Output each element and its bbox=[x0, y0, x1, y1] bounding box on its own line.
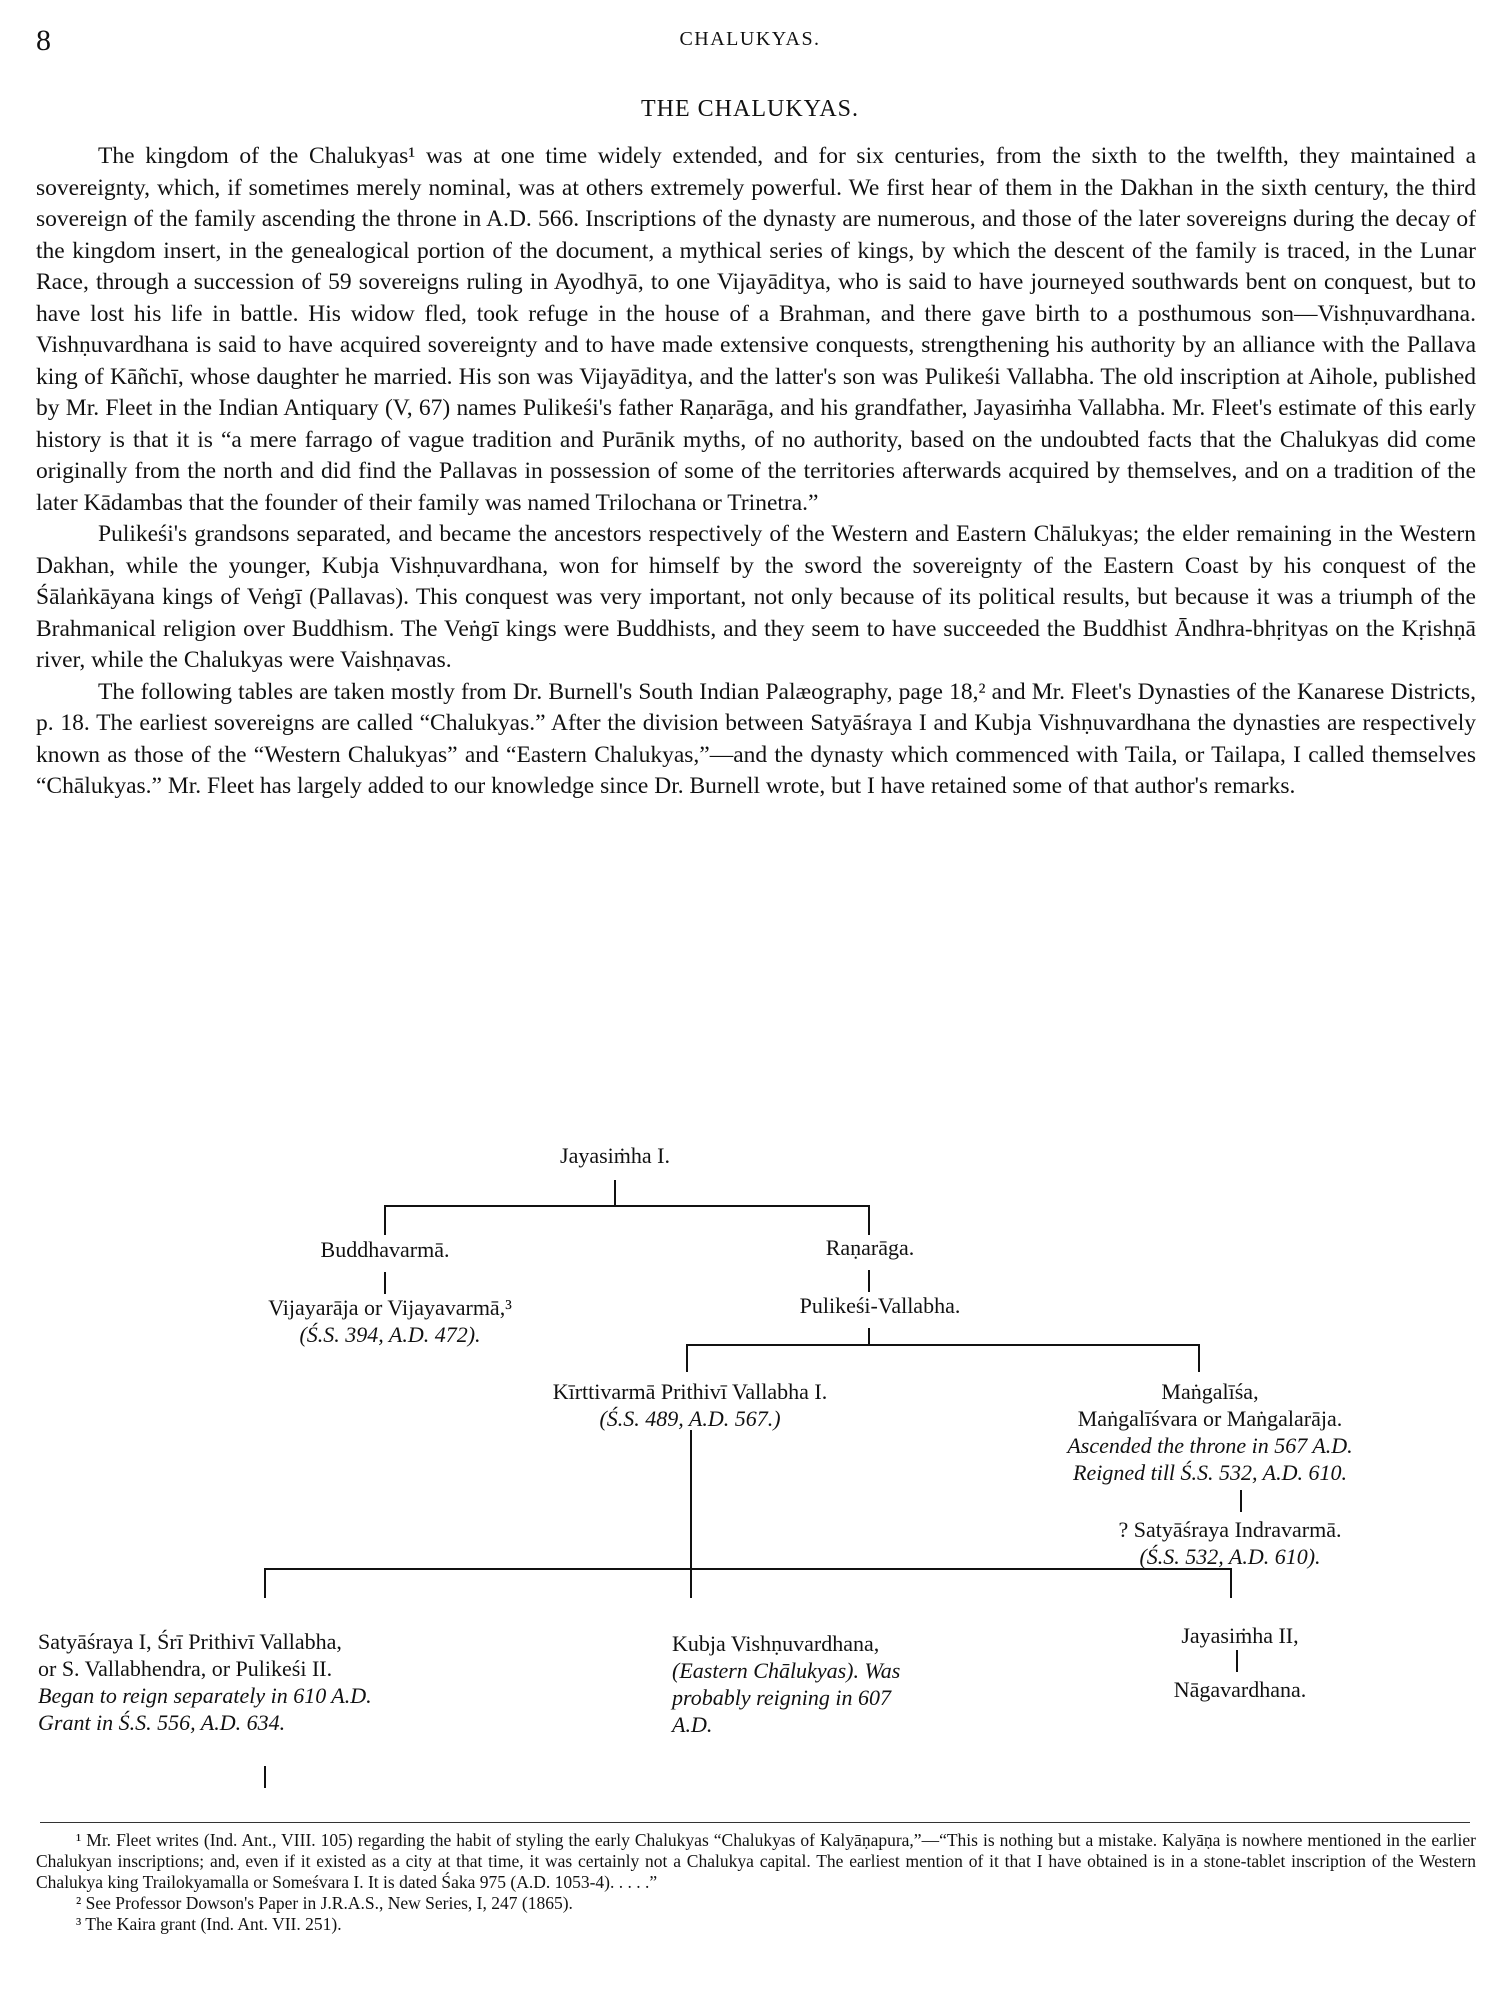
footnote-2: ² See Professor Dowson's Paper in J.R.A.S., New Series, I, 247 (1865). bbox=[76, 1893, 573, 1913]
node-name: Vijayarāja or Vijayavarmā,³ bbox=[268, 1295, 512, 1320]
node-jayasimha-i bbox=[470, 1142, 760, 1169]
node-name: Jayasiṁha II, bbox=[1181, 1623, 1299, 1648]
paragraph: Pulikeśi's grandsons separated, and became the ancestors respectively of the Western and Eastern Chālukyas; the elder remaining in the Western Dakhan, while the younger, Kubja Vishṇuvardhana, won for himself by the sword the sovereignty of the Eastern Coast by his conquest of the Śālaṅkāyana kings of Veṅgī (Pallavas). This conquest was very important, not only because of its political results, but because it was a triumph of the Brahmanical religion over Buddhism. The Veṅgī kings were Buddhists, and they seem to have succeeded the Buddhist Āndhra-bhṛityas on the Kṛishṇā river, while the Chalukyas were Vaishṇavas. bbox=[36, 521, 1476, 673]
node-jayasimha-ii bbox=[1110, 1622, 1370, 1649]
node-name: Pulikeśi-Vallabha. bbox=[799, 1293, 961, 1318]
node-note: probably reigning in 607 bbox=[672, 1685, 891, 1710]
node-alt-name: Maṅgalīśvara or Maṅgalarāja. bbox=[1077, 1406, 1343, 1431]
tree-line bbox=[690, 1430, 692, 1568]
tree-line bbox=[264, 1766, 266, 1788]
node-name: Kīrttivarmā Prithivī Vallabha I. bbox=[552, 1379, 828, 1404]
tree-line bbox=[1240, 1490, 1242, 1512]
tree-line bbox=[868, 1205, 870, 1235]
node-kubja-vishnuvardhana bbox=[672, 1630, 1032, 1738]
node-buddhavarma bbox=[260, 1236, 510, 1263]
tree-line bbox=[686, 1344, 688, 1372]
node-name: Raṇarāga. bbox=[825, 1235, 915, 1260]
node-note: Grant in Ś.S. 556, A.D. 634. bbox=[38, 1710, 286, 1735]
tree-line bbox=[1236, 1650, 1238, 1672]
paragraph: The kingdom of the Chalukyas¹ was at one time widely extended, and for six centuries, from the sixth to the twelfth, they maintained a sovereignty, which, if sometimes merely nominal, was at others extremely powerful. We first hear of them in the Dakhan in the sixth century, the third sovereign of the family ascending the throne in A.D. 566. Inscriptions of the dynasty are numerous, and those of the later sovereigns during the decay of the kingdom insert, in the genealogical portion of the document, a mythical series of kings, by which the descent of the family is traced, in the Lunar Race, through a succession of 59 sovereigns ruling in Ayodhyā, to one Vijayāditya, who is said to have journeyed southwards bent on conquest, but to have lost his life in battle. His widow fled, took refuge in the house of a Brahman, and there gave birth to a posthumous son—Vishṇuvardhana. Vishṇuvardhana is said to have acquired sovereignty and to have made extensive conquests, strengthening his authority by an alliance with the Pallava king of Kāñchī, whose daughter he married. His son was Vijayāditya, and the latter's son was Pulikeśi Vallabha. The old inscription at Aihole, published by Mr. Fleet in the Indian Antiquary (V, 67) names Pulikeśi's father Raṇarāga, and his grandfather, Jayasiṁha Vallabha. Mr. Fleet's estimate of this early history is that it is “a mere farrago of vague tradition and Purānik myths, of no authority, based on the undoubted facts that the Chalukyas did come originally from the north and did find the Pallavas in possession of some of the territories afterwards acquired by themselves, and on a tradition of the later Kādambas that the founder of their family was named Trilochana or Trinetra.” bbox=[36, 143, 1476, 516]
node-satyasraya-i bbox=[38, 1628, 598, 1736]
node-satyasraya-indravarma bbox=[1050, 1516, 1410, 1570]
footnote-1: ¹ Mr. Fleet writes (Ind. Ant., VIII. 105) regarding the habit of styling the early Chalukyas “Chalukyas of Kalyāṇapura,”—“This is nothing but a mistake. Kalyāṇa is nowhere mentioned in the earlier Chalukyan inscriptions; and, even if it existed as a city at that time, it was certainly not a Chalukya capital. The earliest mention of it that I have obtained is in a stone-tablet inscription of the Western Chalukya king Trailokyamalla or Someśvara I. It is dated Śaka 975 (A.D. 1053-4). . . . .” bbox=[36, 1830, 1476, 1892]
node-pulikesi bbox=[740, 1292, 1020, 1319]
paragraph: The following tables are taken mostly from Dr. Burnell's South Indian Palæography, page 18,² and Mr. Fleet's Dynasties of the Kanarese Districts, p. 18. The earliest sovereigns are called “Chalukyas.” After the division between Satyāśraya I and Kubja Vishṇuvardhana the dynasties are respectively known as those of the “Western Chalukyas” and “Eastern Chalukyas,”—and the dynasty which commenced with Taila, or Tailapa, I called themselves “Chālukyas.” Mr. Fleet has largely added to our knowledge since Dr. Burnell wrote, but I have retained some of that author's remarks. bbox=[36, 678, 1476, 799]
node-note: Reigned till Ś.S. 532, A.D. 610. bbox=[1073, 1460, 1347, 1485]
node-name: Maṅgalīśa, bbox=[1161, 1379, 1259, 1404]
footnote-rule bbox=[40, 1822, 1470, 1823]
footnotes bbox=[36, 1830, 1476, 1935]
node-note: A.D. bbox=[672, 1712, 713, 1737]
node-nagavardhana bbox=[1110, 1676, 1370, 1703]
tree-line bbox=[1198, 1344, 1200, 1372]
node-date: (Ś.S. 532, A.D. 610). bbox=[1139, 1544, 1321, 1569]
node-vijayaraja bbox=[170, 1294, 610, 1348]
running-head: CHALUKYAS. bbox=[679, 28, 821, 50]
node-name: ? Satyāśraya Indravarmā. bbox=[1118, 1517, 1342, 1542]
tree-line bbox=[264, 1568, 266, 1598]
tree-line bbox=[1230, 1568, 1232, 1598]
node-alt-name: or S. Vallabhendra, or Pulikeśi II. bbox=[38, 1656, 333, 1681]
tree-line bbox=[384, 1205, 870, 1207]
node-ranaraga bbox=[760, 1234, 980, 1261]
node-kirttivarma bbox=[460, 1378, 920, 1432]
node-name: Kubja Vishṇuvardhana, bbox=[672, 1631, 880, 1656]
node-name: Buddhavarmā. bbox=[320, 1237, 450, 1262]
node-name: Satyāśraya I, Śrī Prithivī Vallabha, bbox=[38, 1629, 342, 1654]
page-number: 8 bbox=[36, 24, 51, 57]
node-note: Began to reign separately in 610 A.D. bbox=[38, 1683, 372, 1708]
node-date: (Ś.S. 489, A.D. 567.) bbox=[599, 1406, 781, 1431]
node-note: (Eastern Chālukyas). Was bbox=[672, 1658, 901, 1683]
tree-line bbox=[384, 1272, 386, 1294]
tree-line bbox=[686, 1344, 1200, 1346]
tree-line bbox=[614, 1180, 616, 1206]
node-note: Ascended the throne in 567 A.D. bbox=[1067, 1433, 1353, 1458]
tree-line bbox=[690, 1568, 692, 1598]
footnote-3: ³ The Kaira grant (Ind. Ant. VII. 251). bbox=[76, 1914, 342, 1934]
tree-line bbox=[384, 1205, 386, 1235]
node-name: Jayasiṁha I. bbox=[560, 1143, 670, 1168]
node-mangalisa bbox=[1000, 1378, 1420, 1486]
tree-line bbox=[868, 1328, 870, 1344]
section-title: THE CHALUKYAS. bbox=[641, 96, 859, 122]
tree-line bbox=[868, 1270, 870, 1292]
node-date: (Ś.S. 394, A.D. 472). bbox=[299, 1322, 481, 1347]
node-name: Nāgavardhana. bbox=[1173, 1677, 1307, 1702]
